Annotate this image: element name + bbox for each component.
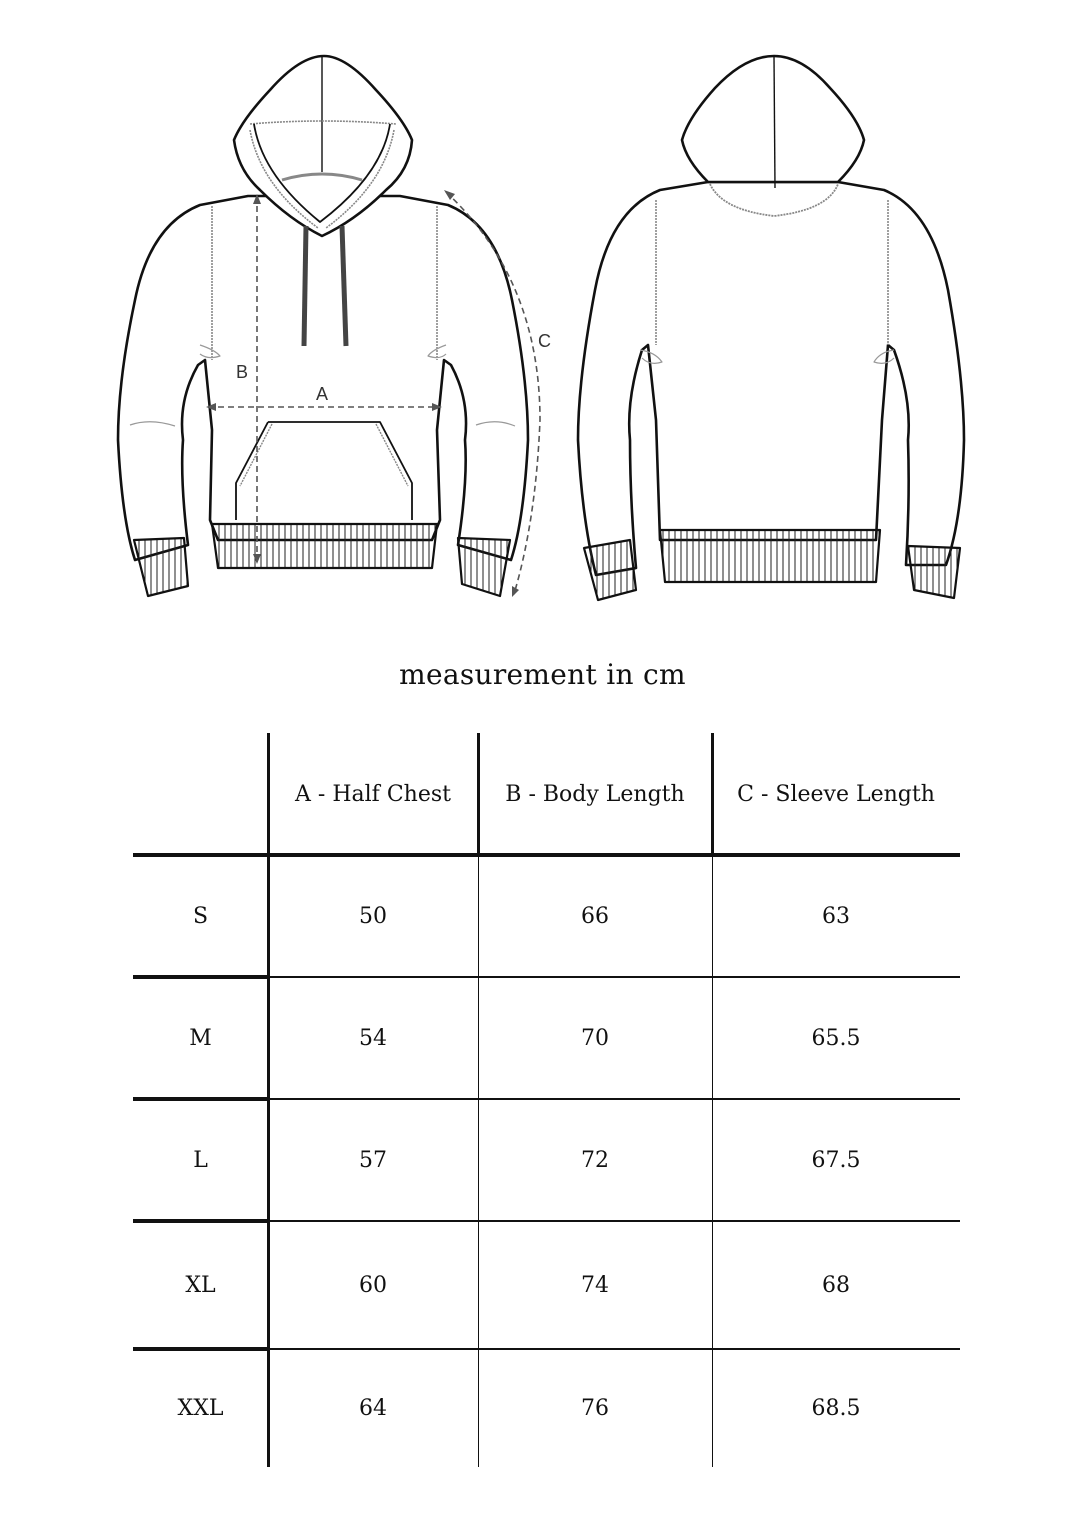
table-row <box>133 977 960 1099</box>
grid-line <box>712 855 713 1467</box>
grid-line <box>477 733 480 855</box>
sleeve-length-value: 68.5 <box>811 1395 861 1421</box>
table-row <box>133 1099 960 1221</box>
measure-a-label: A <box>316 384 329 404</box>
size-label: M <box>189 1025 212 1051</box>
header-half-chest: A - Half Chest <box>295 781 451 807</box>
half-chest-value: 64 <box>359 1395 387 1421</box>
body-length-value: 74 <box>581 1272 609 1298</box>
grid-line <box>268 1348 960 1350</box>
grid-line <box>711 733 714 855</box>
sleeve-length-value: 63 <box>822 903 850 929</box>
body-length-value: 76 <box>581 1395 609 1421</box>
half-chest-value: 54 <box>359 1025 387 1051</box>
grid-line <box>133 853 960 857</box>
grid-line <box>268 1098 960 1100</box>
sleeve-length-value: 68 <box>822 1272 850 1298</box>
hoodie-back-view <box>578 56 964 600</box>
table-row <box>133 1349 960 1467</box>
header-body-length: B - Body Length <box>505 781 685 807</box>
sleeve-length-value: 67.5 <box>811 1147 861 1173</box>
measure-b-label: B <box>236 362 249 382</box>
grid-line <box>268 1220 960 1222</box>
body-length-value: 72 <box>581 1147 609 1173</box>
header-sleeve-length: C - Sleeve Length <box>737 781 935 807</box>
half-chest-value: 57 <box>359 1147 387 1173</box>
measure-c-label: C <box>538 331 551 351</box>
unit-caption: measurement in cm <box>399 658 686 691</box>
size-label: S <box>192 903 209 929</box>
sleeve-length-value: 65.5 <box>811 1025 861 1051</box>
grid-line <box>133 975 268 979</box>
grid-line <box>133 1097 268 1101</box>
half-chest-value: 60 <box>359 1272 387 1298</box>
table-header-row <box>133 733 960 855</box>
size-label: XXL <box>177 1395 224 1421</box>
half-chest-value: 50 <box>359 903 387 929</box>
grid-line <box>478 855 479 1467</box>
size-label: XL <box>185 1272 216 1298</box>
header-size-blank <box>133 733 268 855</box>
body-length-value: 70 <box>581 1025 609 1051</box>
table-row <box>133 1221 960 1349</box>
body-length-value: 66 <box>581 903 609 929</box>
grid-line <box>133 1347 268 1351</box>
grid-line <box>268 976 960 978</box>
table-row <box>133 855 960 977</box>
grid-line <box>133 1219 268 1223</box>
size-label: L <box>193 1147 208 1173</box>
hoodie-front-view <box>118 56 528 596</box>
hoodie-technical-drawing <box>0 0 1085 620</box>
